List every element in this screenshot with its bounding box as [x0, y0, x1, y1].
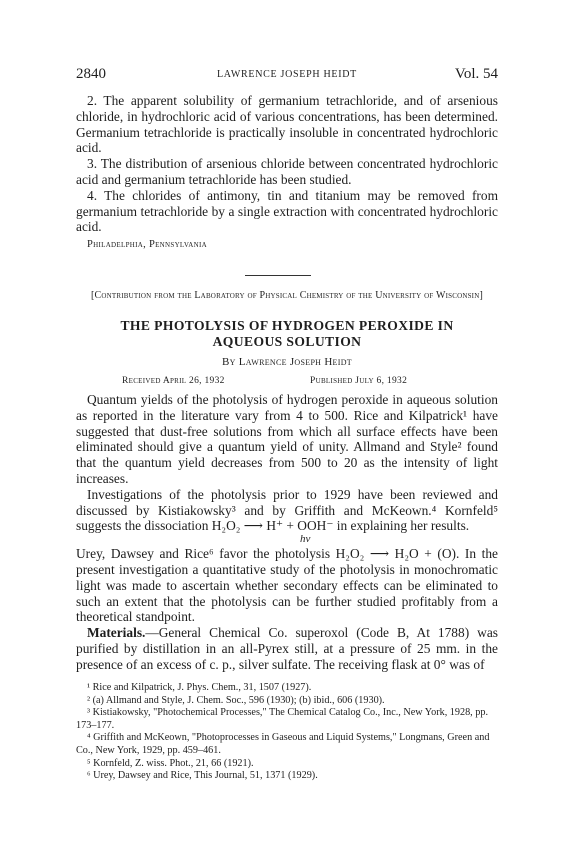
- page-header: [76, 66, 498, 86]
- materials-paragraph: [76, 625, 498, 672]
- footnote: ⁶ Urey, Dawsey and Rice, This Journal, 51, 1371 (1929).: [87, 770, 318, 782]
- dates-line: [76, 376, 498, 390]
- section-divider: [245, 275, 311, 276]
- conclusion-item: 2. The apparent solubility of germanium tetrachloride, and of arsenious chloride, in hydrochloric acid of various concentrations, has been determined. Germanium tetrachloride is practically insoluble in concentrated hydrochloric acid.: [76, 93, 498, 156]
- footnote: ² (a) Allmand and Style, J. Chem. Soc., 596 (1930); (b) ibid., 606 (1930).: [87, 694, 385, 706]
- conclusion-item: 3. The distribution of arsenious chloride between concentrated hydrochloric acid and germanium tetrachloride has been studied.: [76, 156, 498, 187]
- footnote: ⁵ Kornfeld, Z. wiss. Phot., 21, 66 (1921).: [87, 757, 254, 769]
- page-number: 2840: [76, 66, 106, 82]
- conclusions-list: [76, 93, 498, 235]
- title-line-2: AQUEOUS SOLUTION: [212, 334, 362, 349]
- received-date: Received April 26, 1932: [122, 376, 225, 386]
- place-line: Philadelphia, Pennsylvania: [87, 239, 208, 250]
- materials-heading: Materials.: [87, 625, 146, 641]
- body-paragraph-1: Quantum yields of the photolysis of hydrogen peroxide in aqueous solution as reported in the literature vary from 4 to 500. Rice and Kilpatrick¹ have suggested that dust-free solutions from which all surface effects have been eliminated should give a quantum yield of unity. Allmand and Style² found that the quantum yield decreases from 500 to 20 as the intensity of light increases.: [76, 392, 498, 486]
- author-byline: By Lawrence Joseph Heidt: [222, 356, 352, 368]
- volume-label: Vol. 54: [454, 66, 498, 82]
- title-line-1: THE PHOTOLYSIS OF HYDROGEN PEROXIDE IN: [120, 318, 454, 333]
- footnote: ³ Kistiakowsky, "Photochemical Processes," The Chemical Catalog Co., Inc., New York, 1928, pp. 173–177.: [76, 707, 488, 731]
- hv-label: hν: [300, 533, 311, 546]
- contribution-note: [Contribution from the Laboratory of Physical Chemistry of the University of Wisconsin]: [91, 290, 483, 301]
- footnote: ¹ Rice and Kilpatrick, J. Phys. Chem., 31, 1507 (1927).: [87, 682, 312, 693]
- body-paragraph-2: Investigations of the photolysis prior to 1929 have been reviewed and discussed by Kistiakowsky³ and by Griffith and McKeown.⁴ Kornfeld⁵ suggests the dissociation H₂O₂ ⟶ H⁺ + OOH⁻ in explaining her results.: [76, 486, 498, 534]
- footnotes: [76, 682, 498, 783]
- article-title: [76, 318, 498, 350]
- materials-text: —General Chemical Co. superoxol (Code B, At 1788) was purified by distillation in an all-Pyrex still, at a pressure of 25 mm. in the presence of an excess of c. p., silver sulfate. The receiving flask at 0° was of: [76, 625, 498, 672]
- article-body: [76, 392, 498, 673]
- published-date: Published July 6, 1932: [310, 376, 408, 386]
- conclusion-item: 4. The chlorides of antimony, tin and titanium may be removed from germanium tetrachloride by a single extraction with concentrated hydrochloric acid.: [76, 187, 498, 235]
- body-paragraph-3: Urey, Dawsey and Rice⁶ favor the photolysis H₂O₂ ⟶ H₂O + (O). In the present investigation a quantitative study of the photolysis in monochromatic light was made to ascertain whether secondary effects can be eliminated to such an extent that the photolysis can be further studied profitably from a theoretical standpoint.: [76, 546, 498, 625]
- footnote: ⁴ Griffith and McKeown, "Photoprocesses in Gaseous and Liquid Systems," Longmans, Green and Co., New York, 1929, pp. 459–461.: [76, 732, 490, 756]
- running-head: LAWRENCE JOSEPH HEIDT: [216, 69, 357, 80]
